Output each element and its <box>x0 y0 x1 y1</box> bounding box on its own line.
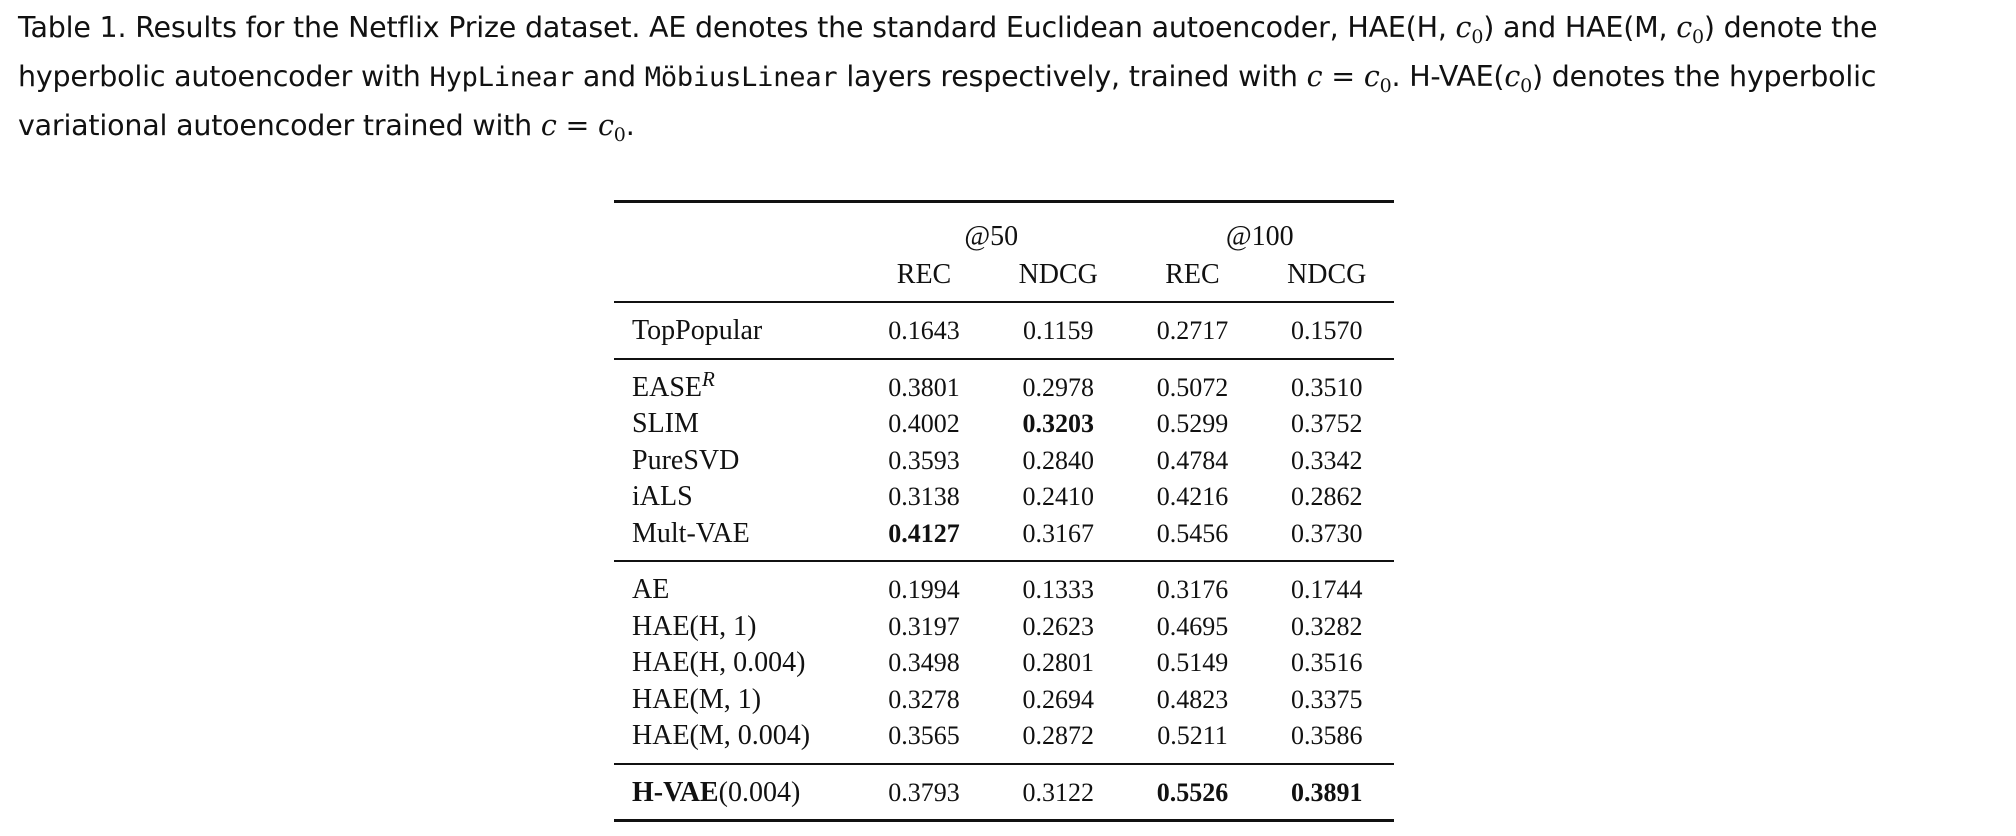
row-label: Mult-VAE <box>632 517 750 549</box>
col-header-rec-100: REC <box>1165 259 1220 290</box>
table-cell: 0.5299 <box>1156 409 1229 439</box>
table-cell: 0.3282 <box>1290 611 1363 641</box>
table-cell: 0.4127 <box>888 518 960 548</box>
table-cell: 0.4784 <box>1156 445 1229 475</box>
table-cell: 0.3793 <box>888 777 960 807</box>
table-cell: 0.5211 <box>1157 721 1228 751</box>
table-row <box>614 516 1394 562</box>
table-cell: 0.3565 <box>888 721 960 751</box>
table-cell: 0.4823 <box>1156 684 1229 714</box>
col-header-ndcg-100: NDCG <box>1287 259 1367 290</box>
table-cell: 0.2694 <box>1022 684 1094 714</box>
table-row <box>614 764 1394 821</box>
row-label: HAE(H, 1) <box>632 610 757 642</box>
table-cell: 0.2717 <box>1156 316 1229 346</box>
table-cell: 0.2978 <box>1022 372 1094 402</box>
row-label: iALS <box>632 481 693 513</box>
table-cell: 0.1994 <box>888 575 960 605</box>
caption-label: Table 1. <box>18 11 127 44</box>
group-header-at100: @100 <box>1225 221 1294 252</box>
table-cell: 0.3167 <box>1022 518 1094 548</box>
row-label: AE <box>632 574 670 606</box>
table-cell: 0.3138 <box>888 482 960 512</box>
table-row <box>614 718 1394 764</box>
table-row <box>614 406 1394 443</box>
table-cell: 0.2872 <box>1022 721 1094 751</box>
table-cell: 0.2862 <box>1290 482 1363 512</box>
table-cell: 0.5526 <box>1156 777 1229 807</box>
table-cell: 0.5072 <box>1156 372 1229 402</box>
table-cell: 0.3176 <box>1156 575 1229 605</box>
table-cell: 0.2623 <box>1022 611 1094 641</box>
hyplinear-code: HypLinear <box>429 62 575 93</box>
table-cell: 0.3498 <box>888 648 960 678</box>
table-row <box>614 302 1394 359</box>
table-cell: 0.1159 <box>1022 316 1094 346</box>
row-label: HAE(H, 0.004) <box>632 647 806 679</box>
table-cell: 0.1570 <box>1290 316 1363 346</box>
table-row <box>614 443 1394 480</box>
table-cell: 0.3510 <box>1290 372 1363 402</box>
table-cell: 0.3197 <box>888 611 960 641</box>
table-row <box>614 609 1394 646</box>
results-table <box>614 200 1394 822</box>
table-cell: 0.1744 <box>1290 575 1363 605</box>
group-header-at50: @50 <box>964 221 1019 252</box>
table-caption <box>18 8 2003 155</box>
table-row <box>614 561 1394 609</box>
row-label: TopPopular <box>632 315 763 347</box>
column-header-row <box>614 257 1394 302</box>
group-header-row <box>614 202 1394 258</box>
table-cell: 0.3278 <box>888 684 960 714</box>
table-cell: 0.3122 <box>1022 777 1094 807</box>
table-cell: 0.3730 <box>1290 518 1363 548</box>
row-label: SLIM <box>632 408 699 440</box>
table-cell: 0.5456 <box>1156 518 1229 548</box>
table-row <box>614 479 1394 516</box>
table-cell: 0.3891 <box>1290 777 1363 807</box>
row-label: HAE(M, 1) <box>632 683 762 715</box>
row-label: $EASE^R$ <box>632 366 715 403</box>
table-cell: 0.4216 <box>1156 482 1229 512</box>
table-row <box>614 359 1394 407</box>
table-cell: 0.3801 <box>888 372 960 402</box>
mobiuslinear-code: MöbiusLinear <box>644 62 838 93</box>
caption-text: Results for the Netflix Prize dataset. AE denotes the standard Euclidean autoencoder, HAE(H, $c_0$) and HAE(M, $c_0$) denote the hyperbolic autoencoder with HypLinear and MöbiusLinear layers respectively, trained with $c = c_0$. $H-VAE(c_0)$ denotes the hyperbolic variational autoencoder trained with $c = c_0$. <box>18 11 1878 146</box>
table-cell: 0.2840 <box>1022 445 1094 475</box>
table-cell: 0.2801 <box>1022 648 1094 678</box>
row-label: H-VAE(0.004) <box>632 776 801 808</box>
col-header-ndcg-50: NDCG <box>1018 259 1098 290</box>
table-cell: 0.3516 <box>1290 648 1363 678</box>
table-cell: 0.4695 <box>1156 611 1229 641</box>
table-cell: 0.3752 <box>1290 409 1363 439</box>
table-row <box>614 682 1394 719</box>
table-row <box>614 645 1394 682</box>
table-cell: 0.1643 <box>888 316 960 346</box>
row-label: PureSVD <box>632 444 740 476</box>
table-cell: 0.3593 <box>888 445 960 475</box>
table-cell: 0.5149 <box>1156 648 1229 678</box>
table-cell: 0.3342 <box>1290 445 1363 475</box>
row-label: HAE(M, 0.004) <box>632 720 811 752</box>
table-cell: 0.3375 <box>1290 684 1363 714</box>
results-table-wrapper <box>614 200 1394 822</box>
table-cell: 0.1333 <box>1022 575 1094 605</box>
table-cell: 0.2410 <box>1022 482 1094 512</box>
table-cell: 0.4002 <box>888 409 960 439</box>
col-header-rec-50: REC <box>896 259 952 290</box>
table-cell: 0.3586 <box>1290 721 1363 751</box>
table-cell: 0.3203 <box>1022 409 1094 439</box>
